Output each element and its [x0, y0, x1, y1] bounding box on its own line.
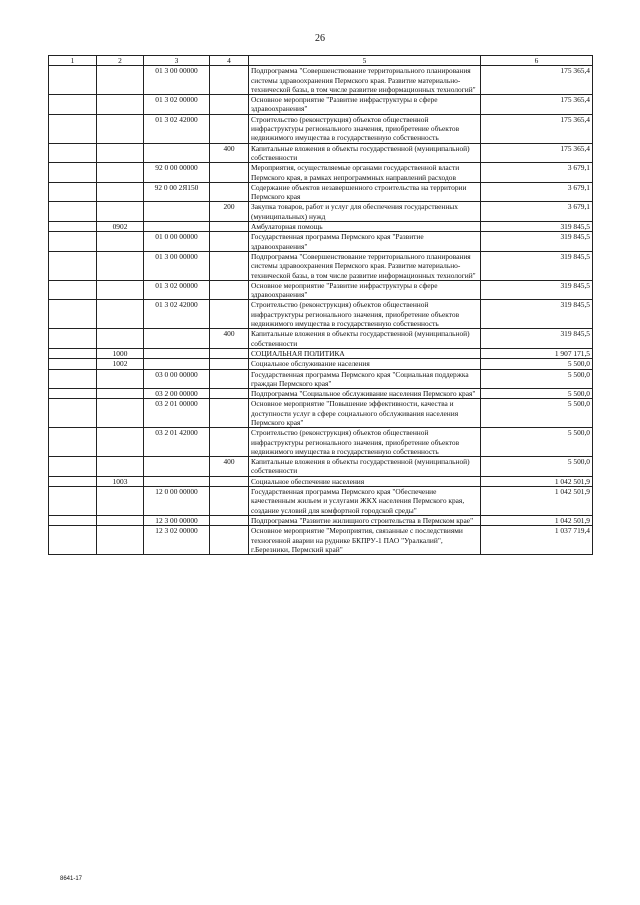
target-code-cell: 12 3 00 00000 — [144, 515, 210, 525]
table-row — [49, 114, 593, 143]
row-cell-col1 — [49, 457, 97, 477]
target-code-cell — [144, 329, 210, 349]
section-code-cell — [97, 369, 144, 389]
amount-cell: 1 042 501,9 — [481, 487, 593, 516]
target-code-cell: 01 3 02 42000 — [144, 114, 210, 143]
target-code-cell: 12 0 00 00000 — [144, 487, 210, 516]
row-cell-col1 — [49, 202, 97, 222]
expense-type-cell — [210, 251, 249, 280]
target-code-cell: 01 3 00 00000 — [144, 66, 210, 95]
section-code-cell: 1003 — [97, 476, 144, 486]
expense-type-cell — [210, 232, 249, 252]
section-code-cell — [97, 457, 144, 477]
section-code-cell — [97, 389, 144, 399]
target-code-cell: 01 3 00 00000 — [144, 251, 210, 280]
row-cell-col1 — [49, 487, 97, 516]
amount-cell: 1 042 501,9 — [481, 476, 593, 486]
budget-table — [48, 55, 593, 555]
column-header: 5 — [249, 56, 481, 66]
amount-cell: 5 500,0 — [481, 428, 593, 457]
row-cell-col1 — [49, 389, 97, 399]
target-code-cell: 01 3 02 00000 — [144, 280, 210, 300]
section-code-cell — [97, 428, 144, 457]
target-code-cell: 92 0 00 00000 — [144, 163, 210, 183]
section-code-cell — [97, 143, 144, 163]
expense-type-cell — [210, 526, 249, 555]
section-code-cell — [97, 487, 144, 516]
section-code-cell — [97, 95, 144, 115]
target-code-cell — [144, 202, 210, 222]
description-cell: Социальное обслуживание населения — [249, 359, 481, 369]
expense-type-cell — [210, 369, 249, 389]
expense-type-cell — [210, 515, 249, 525]
target-code-cell — [144, 457, 210, 477]
description-cell: Основное мероприятие "Развитие инфраструктуры в сфере здравоохранения" — [249, 280, 481, 300]
column-header: 4 — [210, 56, 249, 66]
table-row — [49, 348, 593, 358]
description-cell: Подпрограмма "Совершенствование территориального планирования системы здравоохранения Пермского края. Развитие материально-технической базы, в том числе развитие информационных технологий" — [249, 251, 481, 280]
target-code-cell — [144, 143, 210, 163]
expense-type-cell — [210, 428, 249, 457]
section-code-cell: 0902 — [97, 222, 144, 232]
description-cell: Основное мероприятие "Развитие инфраструктуры в сфере здравоохранения" — [249, 95, 481, 115]
amount-cell: 319 845,5 — [481, 280, 593, 300]
row-cell-col1 — [49, 476, 97, 486]
description-cell: Социальное обеспечение населения — [249, 476, 481, 486]
row-cell-col1 — [49, 66, 97, 95]
section-code-cell — [97, 114, 144, 143]
expense-type-cell — [210, 348, 249, 358]
target-code-cell: 12 3 02 00000 — [144, 526, 210, 555]
table-row — [49, 143, 593, 163]
expense-type-cell — [210, 95, 249, 115]
target-code-cell: 01 0 00 00000 — [144, 232, 210, 252]
table-row — [49, 389, 593, 399]
target-code-cell: 01 3 02 00000 — [144, 95, 210, 115]
row-cell-col1 — [49, 399, 97, 428]
description-cell: Государственная программа Пермского края "Развитие здравоохранения" — [249, 232, 481, 252]
description-cell: Строительство (реконструкция) объектов общественной инфраструктуры регионального значения, приобретение объектов недвижимого имущества в государственную собственность — [249, 300, 481, 329]
section-code-cell: 1000 — [97, 348, 144, 358]
expense-type-cell: 400 — [210, 457, 249, 477]
row-cell-col1 — [49, 182, 97, 202]
row-cell-col1 — [49, 232, 97, 252]
table-row — [49, 222, 593, 232]
amount-cell: 319 845,5 — [481, 329, 593, 349]
table-row — [49, 329, 593, 349]
amount-cell: 5 500,0 — [481, 369, 593, 389]
description-cell: Строительство (реконструкция) объектов общественной инфраструктуры регионального значения, приобретение объектов недвижимого имущества в государственную собственность — [249, 428, 481, 457]
target-code-cell — [144, 348, 210, 358]
expense-type-cell: 200 — [210, 202, 249, 222]
table-row — [49, 457, 593, 477]
expense-type-cell — [210, 389, 249, 399]
expense-type-cell — [210, 114, 249, 143]
column-header: 3 — [144, 56, 210, 66]
amount-cell: 5 500,0 — [481, 359, 593, 369]
description-cell: Капитальные вложения в объекты государственной (муниципальной) собственности — [249, 457, 481, 477]
section-code-cell — [97, 163, 144, 183]
section-code-cell — [97, 202, 144, 222]
expense-type-cell — [210, 399, 249, 428]
section-code-cell — [97, 66, 144, 95]
target-code-cell: 03 0 00 00000 — [144, 369, 210, 389]
table-row — [49, 369, 593, 389]
description-cell: Основное мероприятие "Повышение эффективности, качества и доступности услуг в сфере социального обслуживания населения Пермского края" — [249, 399, 481, 428]
amount-cell: 3 679,1 — [481, 182, 593, 202]
expense-type-cell — [210, 163, 249, 183]
description-cell: Содержание объектов незавершенного строительства на территории Пермского края — [249, 182, 481, 202]
description-cell: Капитальные вложения в объекты государственной (муниципальной) собственности — [249, 143, 481, 163]
amount-cell: 319 845,5 — [481, 222, 593, 232]
table-row — [49, 476, 593, 486]
target-code-cell — [144, 222, 210, 232]
expense-type-cell — [210, 476, 249, 486]
target-code-cell — [144, 359, 210, 369]
table-row — [49, 526, 593, 555]
table-row — [49, 251, 593, 280]
row-cell-col1 — [49, 515, 97, 525]
page-number: 26 — [315, 33, 325, 44]
description-cell: Подпрограмма "Социальное обслуживание населения Пермского края" — [249, 389, 481, 399]
amount-cell: 1 042 501,9 — [481, 515, 593, 525]
amount-cell: 319 845,5 — [481, 232, 593, 252]
row-cell-col1 — [49, 329, 97, 349]
expense-type-cell — [210, 280, 249, 300]
amount-cell: 1 037 719,4 — [481, 526, 593, 555]
section-code-cell — [97, 300, 144, 329]
table-body — [49, 66, 593, 555]
column-header: 1 — [49, 56, 97, 66]
table-row — [49, 163, 593, 183]
table-row — [49, 300, 593, 329]
table-row — [49, 428, 593, 457]
target-code-cell — [144, 476, 210, 486]
section-code-cell — [97, 399, 144, 428]
amount-cell: 5 500,0 — [481, 457, 593, 477]
description-cell: Закупка товаров, работ и услуг для обеспечения государственных (муниципальных) нужд — [249, 202, 481, 222]
expense-type-cell — [210, 182, 249, 202]
table-header-row — [49, 56, 593, 66]
table-row — [49, 487, 593, 516]
description-cell: Амбулаторная помощь — [249, 222, 481, 232]
row-cell-col1 — [49, 280, 97, 300]
row-cell-col1 — [49, 95, 97, 115]
description-cell: Подпрограмма "Развитие жилищного строительства в Пермском крае" — [249, 515, 481, 525]
section-code-cell — [97, 515, 144, 525]
target-code-cell: 03 2 01 00000 — [144, 399, 210, 428]
amount-cell: 1 907 171,5 — [481, 348, 593, 358]
section-code-cell: 1002 — [97, 359, 144, 369]
expense-type-cell — [210, 66, 249, 95]
section-code-cell — [97, 526, 144, 555]
column-header: 2 — [97, 56, 144, 66]
target-code-cell: 92 0 00 2Я150 — [144, 182, 210, 202]
row-cell-col1 — [49, 222, 97, 232]
section-code-cell — [97, 182, 144, 202]
table-row — [49, 359, 593, 369]
amount-cell: 319 845,5 — [481, 300, 593, 329]
table-row — [49, 66, 593, 95]
row-cell-col1 — [49, 300, 97, 329]
amount-cell: 5 500,0 — [481, 389, 593, 399]
row-cell-col1 — [49, 114, 97, 143]
expense-type-cell — [210, 487, 249, 516]
section-code-cell — [97, 232, 144, 252]
table-row — [49, 95, 593, 115]
target-code-cell: 01 3 02 42000 — [144, 300, 210, 329]
description-cell: Мероприятия, осуществляемые органами государственной власти Пермского края, в рамках непрограммных направлений расходов — [249, 163, 481, 183]
row-cell-col1 — [49, 526, 97, 555]
row-cell-col1 — [49, 251, 97, 280]
amount-cell: 175 365,4 — [481, 114, 593, 143]
section-code-cell — [97, 329, 144, 349]
table-row — [49, 202, 593, 222]
row-cell-col1 — [49, 369, 97, 389]
amount-cell: 3 679,1 — [481, 202, 593, 222]
target-code-cell: 03 2 01 42000 — [144, 428, 210, 457]
amount-cell: 5 500,0 — [481, 399, 593, 428]
expense-type-cell: 400 — [210, 329, 249, 349]
description-cell: Основное мероприятие "Мероприятия, связанные с последствиями техногенной аварии на руднике БКПРУ-1 ПАО "Уралкалий", г.Березники, Пермский край" — [249, 526, 481, 555]
amount-cell: 319 845,5 — [481, 251, 593, 280]
row-cell-col1 — [49, 143, 97, 163]
table-row — [49, 232, 593, 252]
description-cell: Государственная программа Пермского края "Социальная поддержка граждан Пермского края" — [249, 369, 481, 389]
description-cell: СОЦИАЛЬНАЯ ПОЛИТИКА — [249, 348, 481, 358]
row-cell-col1 — [49, 348, 97, 358]
row-cell-col1 — [49, 163, 97, 183]
row-cell-col1 — [49, 359, 97, 369]
expense-type-cell — [210, 300, 249, 329]
description-cell: Подпрограмма "Совершенствование территориального планирования системы здравоохранения Пермского края. Развитие материально-технической базы, в том числе развитие информационных технологий" — [249, 66, 481, 95]
section-code-cell — [97, 280, 144, 300]
table-row — [49, 515, 593, 525]
description-cell: Строительство (реконструкция) объектов общественной инфраструктуры регионального значения, приобретение объектов недвижимого имущества в государственную собственность — [249, 114, 481, 143]
description-cell: Государственная программа Пермского края "Обеспечение качественным жильем и услугами ЖКХ населения Пермского края, создание условий для комфортной городской среды" — [249, 487, 481, 516]
amount-cell: 175 365,4 — [481, 143, 593, 163]
table-row — [49, 182, 593, 202]
row-cell-col1 — [49, 428, 97, 457]
section-code-cell — [97, 251, 144, 280]
expense-type-cell — [210, 359, 249, 369]
expense-type-cell: 400 — [210, 143, 249, 163]
column-header: 6 — [481, 56, 593, 66]
table-row — [49, 399, 593, 428]
amount-cell: 175 365,4 — [481, 95, 593, 115]
description-cell: Капитальные вложения в объекты государственной (муниципальной) собственности — [249, 329, 481, 349]
expense-type-cell — [210, 222, 249, 232]
table-row — [49, 280, 593, 300]
amount-cell: 175 365,4 — [481, 66, 593, 95]
document-code: 8641-17 — [60, 876, 83, 882]
amount-cell: 3 679,1 — [481, 163, 593, 183]
target-code-cell: 03 2 00 00000 — [144, 389, 210, 399]
